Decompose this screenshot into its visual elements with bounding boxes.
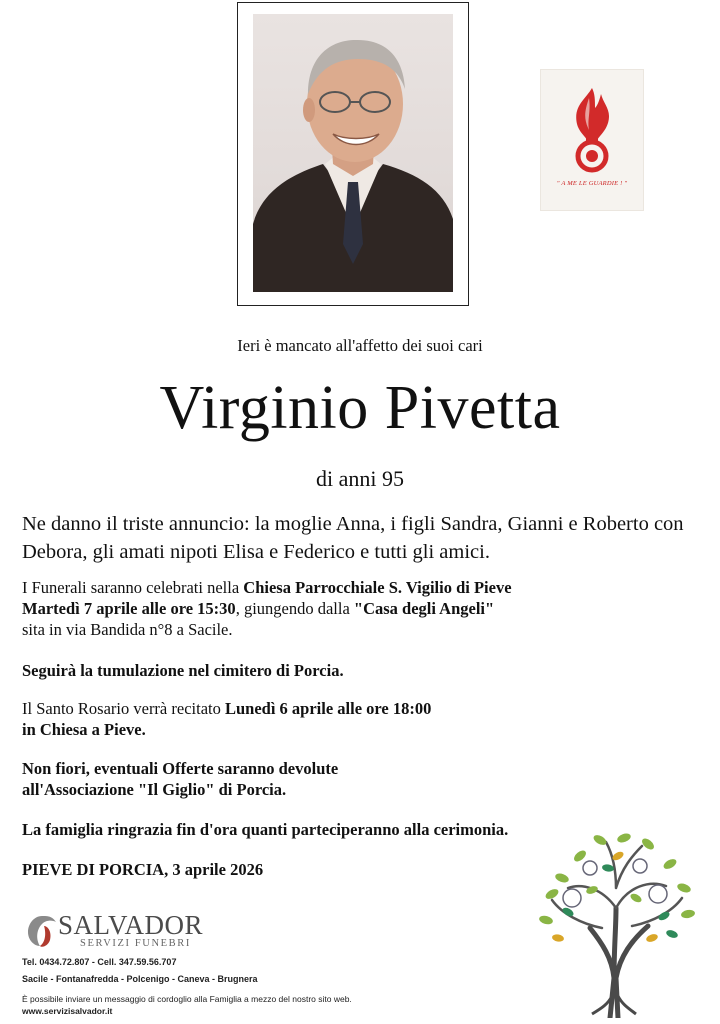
logo-subtitle: SERVIZI FUNEBRI: [80, 938, 191, 949]
burial-paragraph: [22, 660, 682, 681]
angel-icon: [22, 910, 62, 950]
rosary-place: in Chiesa a Pieve.: [22, 720, 146, 739]
church-name: Chiesa Parrocchiale S. Vigilio di Pieve: [243, 578, 512, 597]
deceased-age: di anni 95: [316, 466, 404, 491]
logo-wordmark: SALVADOR: [58, 910, 204, 940]
intro-text: Ieri è mancato all'affetto dei suoi cari: [237, 336, 483, 355]
thanks-text: La famiglia ringrazia fin d'ora quanti parteciperanno alla cerimonia.: [22, 820, 509, 839]
funeral-text-1: I Funerali saranno celebrati nella: [22, 578, 244, 597]
contact-phones: Tel. 0434.72.807 - Cell. 347.59.56.707: [22, 957, 177, 967]
salvador-logo: [22, 908, 204, 958]
flowers-paragraph: [22, 758, 682, 800]
announcement-text: Ne danno il triste annuncio: la moglie Anna, i figli Sandra, Gianni e Roberto con Debora, gli amati nipoti Elisa e Federico e tutti gli amici.: [22, 513, 684, 563]
burial-text: Seguirà la tumulazione nel cimitero di Porcia.: [22, 661, 344, 680]
regiment-emblem-card: [541, 70, 643, 210]
tree-of-life-icon: [532, 828, 700, 1018]
funeral-datetime: Martedì 7 aprile alle ore 15:30: [22, 599, 236, 618]
condolence-note: È possibile inviare un messaggio di cordoglio alla Famiglia a mezzo del nostro sito web.: [22, 994, 352, 1004]
funeral-text-2: , giungendo dalla: [235, 599, 354, 618]
flaming-grenade-icon: [565, 84, 619, 174]
departure-place: "Casa degli Angeli": [353, 599, 495, 618]
place-date-text: PIEVE DI PORCIA, 3 aprile 2026: [22, 860, 264, 879]
rosary-paragraph: [22, 698, 682, 740]
funeral-address: sita in via Bandida n°8 a Sacile.: [22, 620, 233, 639]
service-towns: Sacile - Fontanafredda - Polcenigo - Caneva - Brugnera: [22, 974, 258, 984]
rosary-text: Il Santo Rosario verrà recitato: [22, 699, 225, 718]
rosary-datetime: Lunedì 6 aprile alle ore 18:00: [224, 699, 432, 718]
funeral-paragraph: [22, 577, 682, 640]
portrait-frame: [237, 2, 469, 306]
flowers-line-2: all'Associazione "Il Giglio" di Porcia.: [22, 780, 287, 799]
portrait-photo: [253, 14, 453, 292]
flowers-line-1: Non fiori, eventuali Offerte saranno devolute: [22, 759, 339, 778]
website-link[interactable]: www.servizisalvador.it: [22, 1006, 113, 1016]
deceased-name: Virginio Pivetta: [159, 374, 561, 442]
emblem-motto: " A ME LE GUARDIE ! ": [556, 180, 628, 187]
